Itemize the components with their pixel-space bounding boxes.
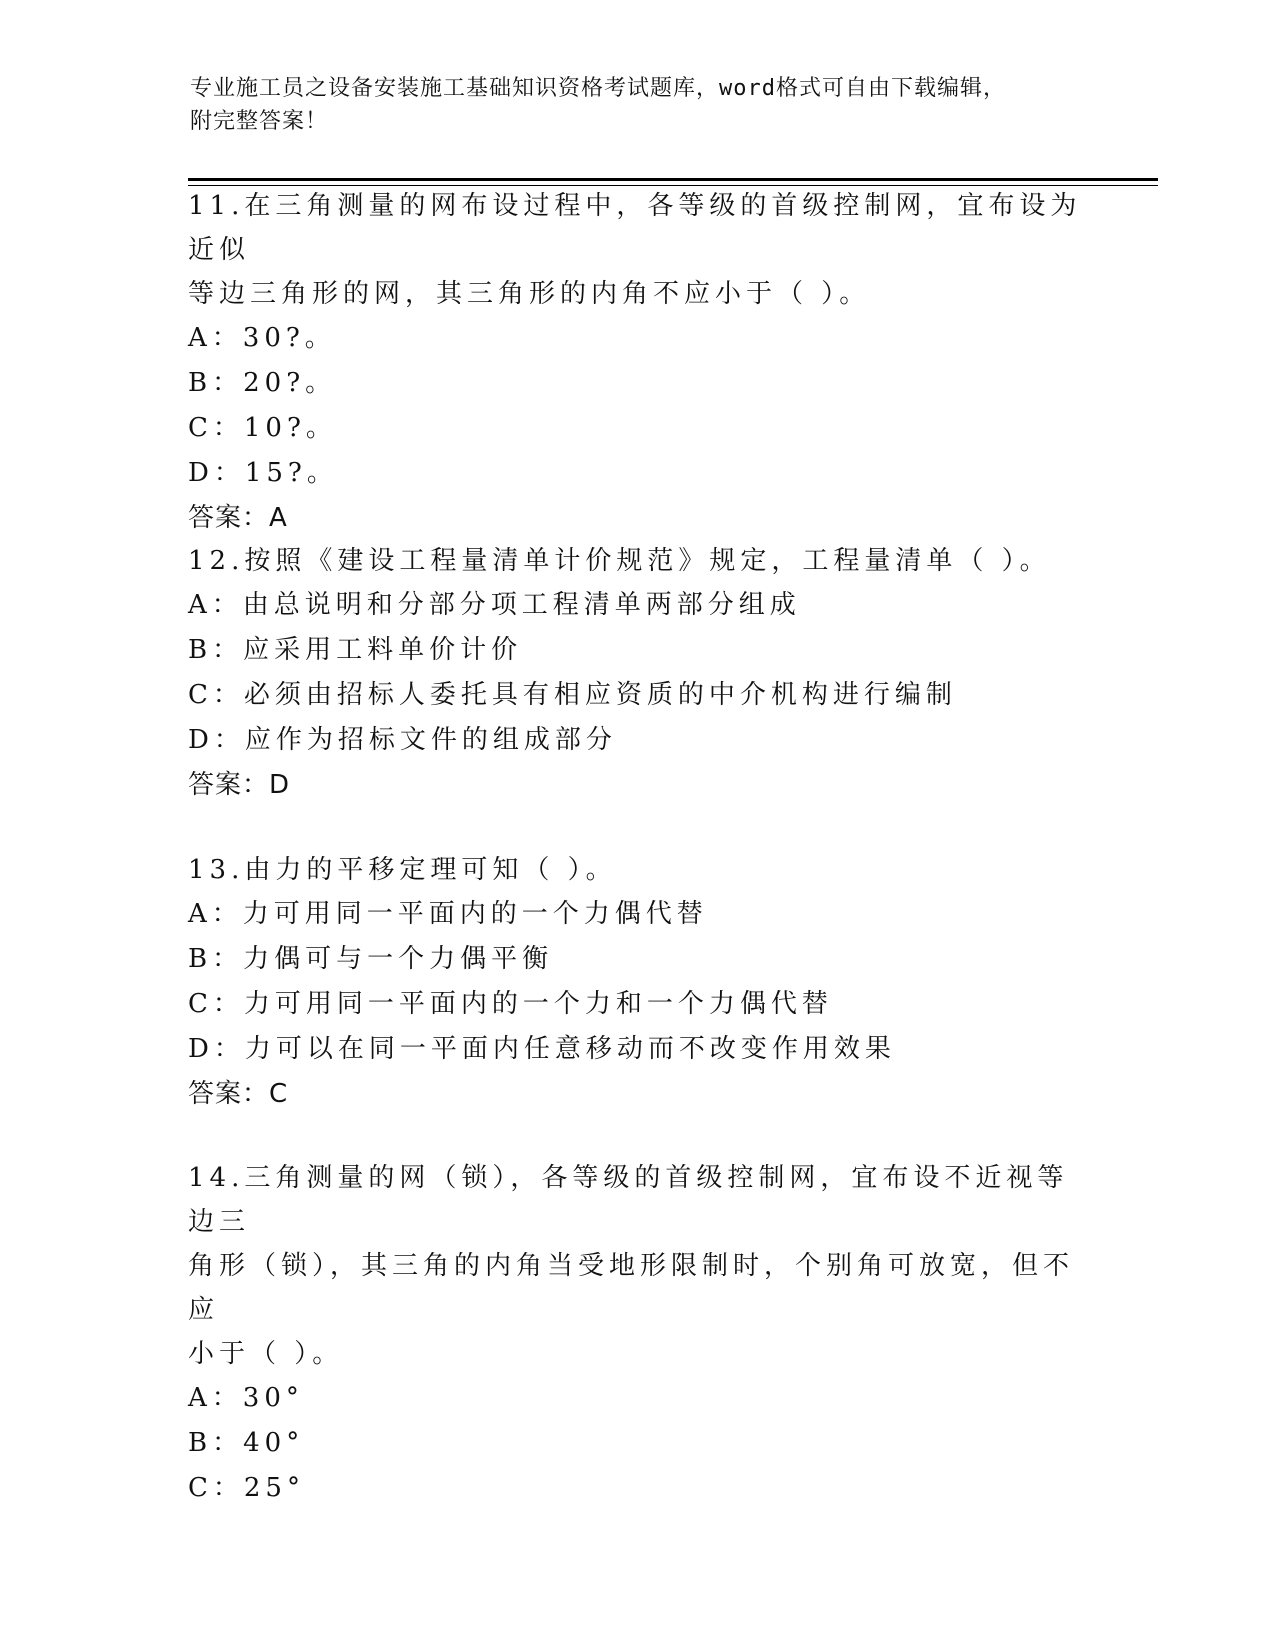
option-d: D：力可以在同一平面内任意移动而不改变作用效果 xyxy=(188,1034,896,1064)
question-stem-line: 13.由力的平移定理可知（ ）。 xyxy=(188,855,617,885)
question-14 xyxy=(188,1156,1088,1511)
option-c: C：10?。 xyxy=(188,413,337,443)
question-13 xyxy=(188,848,1088,1117)
option-a: A：30?。 xyxy=(188,323,336,353)
question-stem-line: 角形（锁），其三角的内角当受地形限制时，个别角可放宽，但不应 xyxy=(188,1251,1075,1325)
option-d: D：应作为招标文件的组成部分 xyxy=(188,725,617,755)
option-c: C：必须由招标人委托具有相应资质的中介机构进行编制 xyxy=(188,680,957,710)
question-11 xyxy=(188,184,1088,541)
question-stem-line: 14.三角测量的网（锁），各等级的首级控制网，宜布设不近视等边三 xyxy=(188,1163,1069,1237)
question-stem-line: 小于（ ）。 xyxy=(188,1339,344,1369)
question-stem-line: 11.在三角测量的网布设过程中，各等级的首级控制网，宜布设为近似 xyxy=(188,191,1082,265)
option-a: A：30° xyxy=(188,1383,304,1413)
option-a: A：由总说明和分部分项工程清单两部分组成 xyxy=(188,590,801,620)
option-c: C：25° xyxy=(188,1473,305,1503)
option-a: A：力可用同一平面内的一个力偶代替 xyxy=(188,899,708,929)
answer-line: 答案：C xyxy=(188,1079,289,1109)
header-line-1: 专业施工员之设备安装施工基础知识资格考试题库，word格式可自由下载编辑， xyxy=(190,76,1006,101)
option-b: B：力偶可与一个力偶平衡 xyxy=(188,944,554,974)
header-line-2: 附完整答案！ xyxy=(190,109,329,134)
answer-line: 答案：D xyxy=(188,770,291,800)
option-b: B：40° xyxy=(188,1428,305,1458)
option-d: D：15?。 xyxy=(188,458,338,488)
question-12 xyxy=(188,539,1088,808)
question-stem-line: 等边三角形的网，其三角形的内角不应小于（ ）。 xyxy=(188,279,871,309)
option-b: B：20?。 xyxy=(188,368,337,398)
option-b: B：应采用工料单价计价 xyxy=(188,635,523,665)
header-rule-thick xyxy=(188,178,1158,181)
document-header xyxy=(190,72,1070,138)
answer-line: 答案：A xyxy=(188,503,288,533)
question-stem-line: 12.按照《建设工程量清单计价规范》规定，工程量清单（ ）。 xyxy=(188,546,1051,576)
option-c: C：力可用同一平面内的一个力和一个力偶代替 xyxy=(188,989,833,1019)
